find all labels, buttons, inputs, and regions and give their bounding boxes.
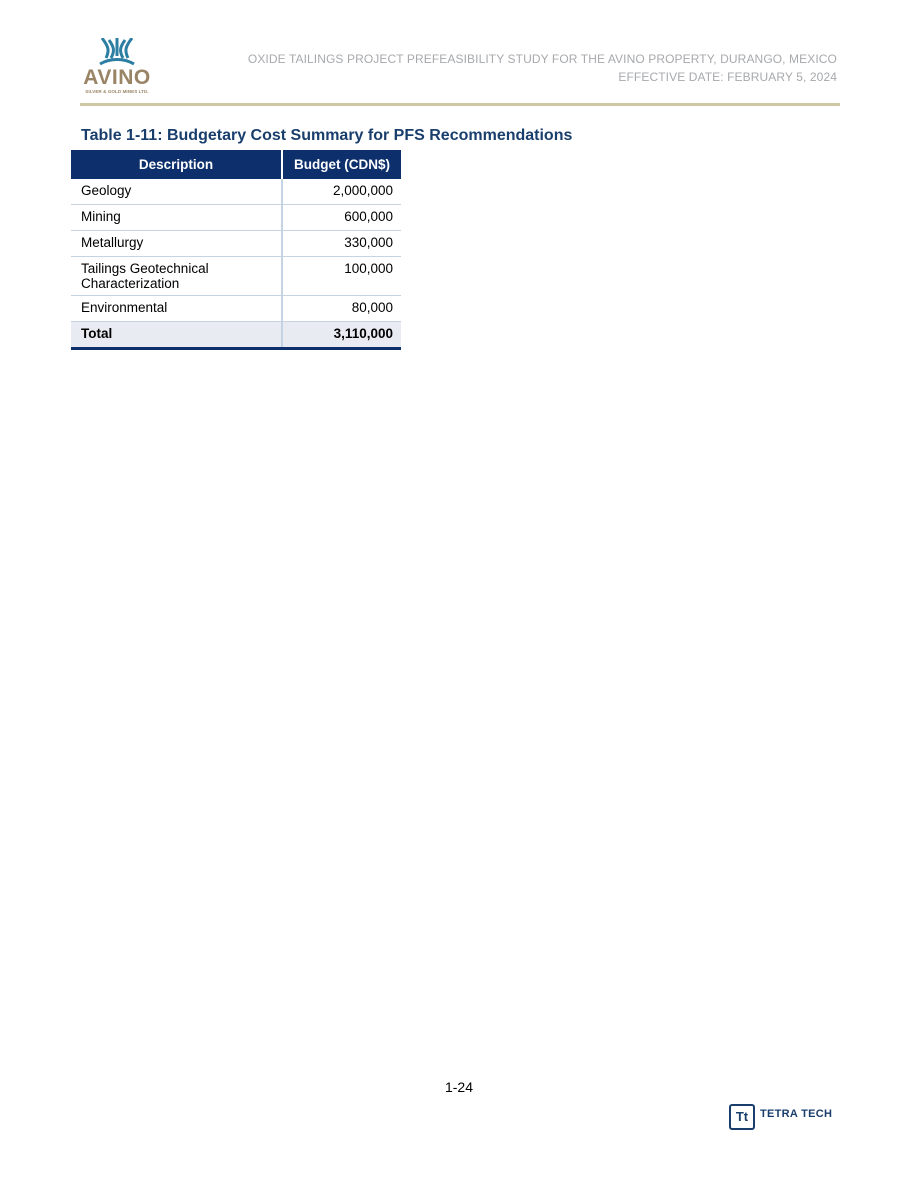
- total-row: [71, 322, 401, 349]
- header-divider: [80, 103, 840, 106]
- row-description: Geology: [71, 179, 282, 205]
- row-description: Metallurgy: [71, 231, 282, 257]
- logo-name: AVINO: [83, 66, 151, 89]
- effective-date: EFFECTIVE DATE: FEBRUARY 5, 2024: [618, 70, 837, 84]
- table-row: [71, 231, 401, 257]
- tetra-tech-name: TETRA TECH: [760, 1108, 833, 1120]
- row-budget: 600,000: [282, 205, 401, 231]
- row-description: Mining: [71, 205, 282, 231]
- row-description: Tailings Geotechnical Characterization: [71, 257, 282, 296]
- row-description: Environmental: [71, 296, 282, 322]
- row-budget: 2,000,000: [282, 179, 401, 205]
- logo-subtitle: SILVER & GOLD MINES LTD.: [85, 89, 149, 94]
- row-budget: 80,000: [282, 296, 401, 322]
- tetra-tech-mark-icon: Tt: [729, 1104, 755, 1130]
- table-title: Table 1-11: Budgetary Cost Summary for PFS Recommendations: [81, 127, 573, 144]
- total-budget: 3,110,000: [282, 322, 401, 349]
- column-header-budget: Budget (CDN$): [282, 150, 401, 179]
- column-header-description: Description: [71, 150, 282, 179]
- document-title: OXIDE TAILINGS PROJECT PREFEASIBILITY STUDY FOR THE AVINO PROPERTY, DURANGO, MEXICO: [247, 52, 837, 66]
- avino-logo: [80, 38, 154, 98]
- table-row: [71, 205, 401, 231]
- avino-mark-icon: [96, 38, 138, 68]
- table-row: [71, 296, 401, 322]
- table-row: [71, 257, 401, 296]
- row-budget: 100,000: [282, 257, 401, 296]
- tetra-tech-logo: [729, 1104, 839, 1132]
- page-number: 1-24: [444, 1079, 474, 1095]
- table-header-row: [71, 150, 401, 179]
- budget-table: [71, 150, 401, 350]
- table-row: [71, 179, 401, 205]
- row-budget: 330,000: [282, 231, 401, 257]
- total-label: Total: [71, 322, 282, 349]
